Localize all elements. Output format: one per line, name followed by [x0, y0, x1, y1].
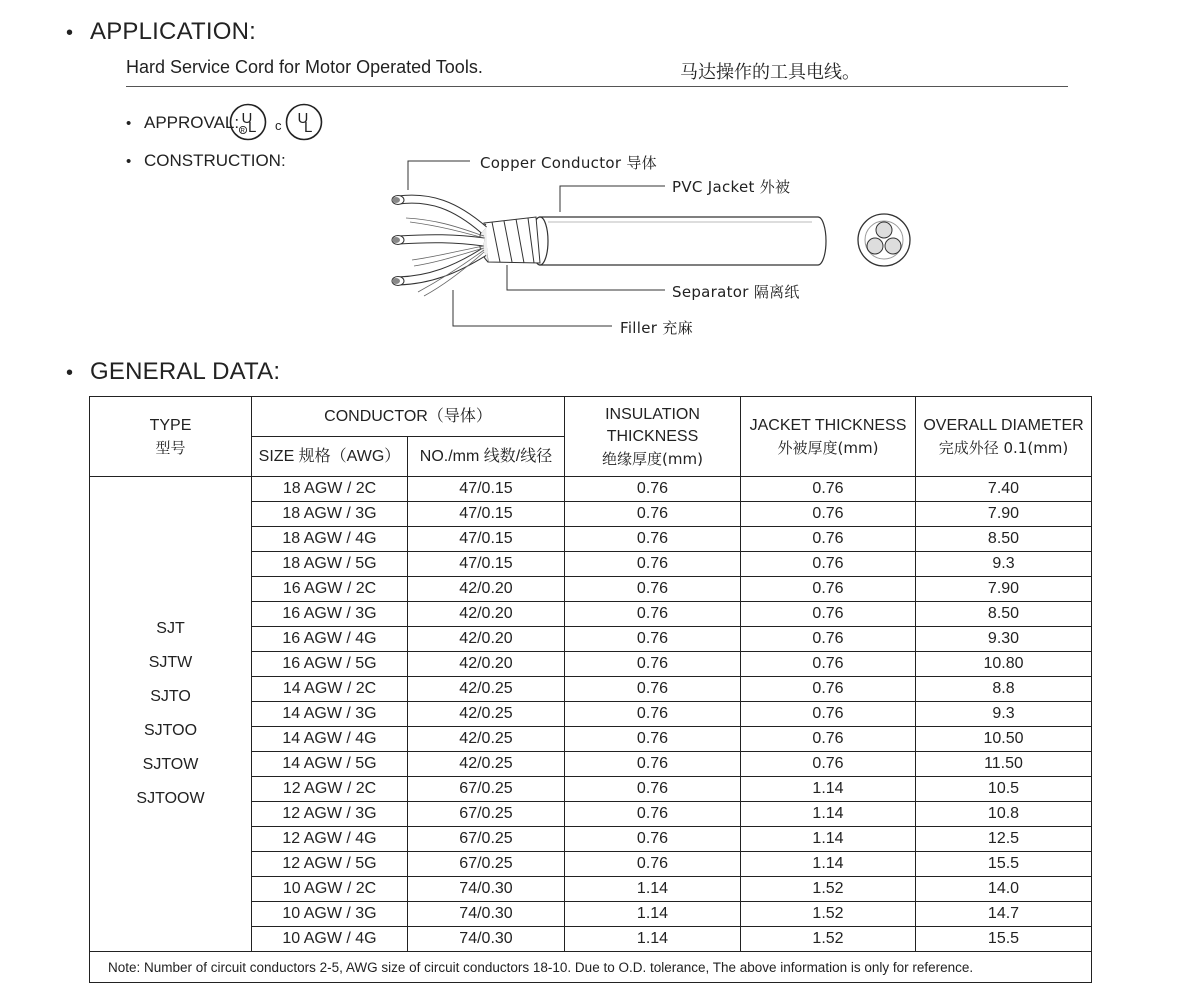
pvc-jacket-icon	[532, 217, 826, 265]
size-cell: 14 AGW / 3G	[252, 702, 408, 727]
insulation-cell: 0.76	[565, 527, 741, 552]
insulation-cell: 0.76	[565, 752, 741, 777]
diameter-cell: 8.8	[916, 677, 1092, 702]
diameter-cell: 7.90	[916, 502, 1092, 527]
callout-filler: Filler 充麻	[620, 319, 693, 337]
ul-letter-u: U	[297, 110, 309, 127]
callout-separator: Separator 隔离纸	[672, 283, 800, 301]
size-cell: 14 AGW / 5G	[252, 752, 408, 777]
application-text-chinese: 马达操作的工具电线。	[680, 62, 860, 83]
jacket-cell: 0.76	[741, 627, 916, 652]
diameter-cell: 10.8	[916, 802, 1092, 827]
size-cell: 10 AGW / 4G	[252, 927, 408, 952]
size-cell: 14 AGW / 2C	[252, 677, 408, 702]
bullet-icon: •	[66, 362, 74, 384]
type-cell	[90, 477, 252, 952]
insulation-cell: 0.76	[565, 477, 741, 502]
header-type-cn: 型号	[155, 438, 186, 457]
cable-cross-section-icon	[858, 214, 910, 266]
type-label: SJT	[156, 620, 185, 637]
diameter-cell: 10.80	[916, 652, 1092, 677]
insulation-cell: 0.76	[565, 727, 741, 752]
header-insulation-en: INSULATION THICKNESS	[605, 405, 700, 445]
size-cell: 12 AGW / 5G	[252, 852, 408, 877]
insulation-cell: 0.76	[565, 552, 741, 577]
jacket-cell: 1.52	[741, 927, 916, 952]
no-mm-cell: 67/0.25	[408, 777, 565, 802]
jacket-cell: 0.76	[741, 602, 916, 627]
diameter-cell: 14.0	[916, 877, 1092, 902]
insulation-cell: 1.14	[565, 902, 741, 927]
header-insulation-cn: 绝缘厚度(mm)	[602, 449, 703, 468]
callout-pvc-jacket: PVC Jacket 外被	[672, 178, 791, 196]
insulation-cell: 0.76	[565, 502, 741, 527]
jacket-cell: 0.76	[741, 727, 916, 752]
type-label: SJTOW	[142, 756, 199, 773]
no-mm-cell: 47/0.15	[408, 477, 565, 502]
application-text: Hard Service Cord for Motor Operated Tools.	[126, 57, 483, 77]
insulation-cell: 0.76	[565, 802, 741, 827]
insulation-cell: 0.76	[565, 852, 741, 877]
bullet-icon: •	[66, 22, 74, 44]
size-cell: 12 AGW / 4G	[252, 827, 408, 852]
table-body	[90, 477, 1092, 952]
diameter-cell: 9.3	[916, 552, 1092, 577]
ul-letter-l: L	[248, 119, 257, 136]
diameter-cell: 9.3	[916, 702, 1092, 727]
no-mm-cell: 74/0.30	[408, 902, 565, 927]
jacket-cell: 0.76	[741, 527, 916, 552]
cable-construction-diagram	[0, 0, 1200, 360]
insulation-cell: 0.76	[565, 627, 741, 652]
diameter-cell: 14.7	[916, 902, 1092, 927]
bullet-icon: •	[126, 115, 132, 132]
no-mm-cell: 47/0.15	[408, 502, 565, 527]
diameter-cell: 15.5	[916, 852, 1092, 877]
no-mm-cell: 42/0.20	[408, 652, 565, 677]
no-mm-cell: 42/0.25	[408, 702, 565, 727]
jacket-cell: 1.14	[741, 802, 916, 827]
general-data-heading-text: GENERAL DATA:	[90, 358, 281, 385]
size-cell: 16 AGW / 3G	[252, 602, 408, 627]
ul-letter-u: U	[241, 110, 253, 127]
size-cell: 14 AGW / 4G	[252, 727, 408, 752]
no-mm-cell: 74/0.30	[408, 877, 565, 902]
header-type-en: TYPE	[149, 416, 192, 434]
callout-copper-conductor: Copper Conductor 导体	[480, 154, 657, 172]
size-cell: 16 AGW / 5G	[252, 652, 408, 677]
size-cell: 18 AGW / 2C	[252, 477, 408, 502]
size-cell: 12 AGW / 2C	[252, 777, 408, 802]
registered-mark-icon: R	[240, 128, 245, 135]
diameter-cell: 10.5	[916, 777, 1092, 802]
jacket-cell: 1.52	[741, 877, 916, 902]
type-label: SJTOOW	[136, 790, 205, 807]
size-cell: 18 AGW / 3G	[252, 502, 408, 527]
jacket-cell: 0.76	[741, 477, 916, 502]
no-mm-cell: 42/0.25	[408, 727, 565, 752]
diameter-cell: 15.5	[916, 927, 1092, 952]
jacket-cell: 0.76	[741, 752, 916, 777]
size-cell: 10 AGW / 3G	[252, 902, 408, 927]
insulation-cell: 0.76	[565, 652, 741, 677]
insulation-cell: 0.76	[565, 777, 741, 802]
header-jacket-en: JACKET THICKNESS	[749, 416, 907, 434]
jacket-cell: 1.14	[741, 852, 916, 877]
no-mm-cell: 47/0.15	[408, 552, 565, 577]
jacket-cell: 0.76	[741, 677, 916, 702]
size-cell: 18 AGW / 5G	[252, 552, 408, 577]
no-mm-cell: 42/0.25	[408, 752, 565, 777]
jacket-cell: 0.76	[741, 577, 916, 602]
ul-letter-l: L	[304, 119, 313, 136]
jacket-cell: 0.76	[741, 652, 916, 677]
copper-conductor-icon	[392, 196, 484, 286]
bullet-icon: •	[126, 153, 132, 170]
size-cell: 12 AGW / 3G	[252, 802, 408, 827]
header-size: SIZE 规格（AWG）	[252, 437, 408, 477]
insulation-cell: 0.76	[565, 677, 741, 702]
jacket-cell: 1.14	[741, 827, 916, 852]
diameter-cell: 11.50	[916, 752, 1092, 777]
insulation-cell: 1.14	[565, 927, 741, 952]
header-diameter	[916, 397, 1092, 477]
diameter-cell: 7.40	[916, 477, 1092, 502]
no-mm-cell: 74/0.30	[408, 927, 565, 952]
general-data-table	[89, 396, 1092, 983]
insulation-cell: 0.76	[565, 602, 741, 627]
no-mm-cell: 42/0.25	[408, 677, 565, 702]
type-label: SJTW	[148, 654, 193, 671]
diameter-cell: 12.5	[916, 827, 1092, 852]
header-type	[90, 397, 252, 477]
insulation-cell: 1.14	[565, 877, 741, 902]
table-row	[90, 477, 1092, 502]
size-cell: 16 AGW / 4G	[252, 627, 408, 652]
header-insulation	[565, 397, 741, 477]
jacket-cell: 0.76	[741, 552, 916, 577]
no-mm-cell: 67/0.25	[408, 852, 565, 877]
diameter-cell: 8.50	[916, 602, 1092, 627]
no-mm-cell: 47/0.15	[408, 527, 565, 552]
jacket-cell: 0.76	[741, 502, 916, 527]
type-label: SJTO	[150, 688, 191, 705]
diameter-cell: 8.50	[916, 527, 1092, 552]
header-jacket	[741, 397, 916, 477]
jacket-cell: 1.52	[741, 902, 916, 927]
size-cell: 16 AGW / 2C	[252, 577, 408, 602]
construction-label: CONSTRUCTION:	[144, 151, 286, 170]
no-mm-cell: 67/0.25	[408, 827, 565, 852]
c-prefix: c	[275, 118, 282, 133]
insulation-cell: 0.76	[565, 827, 741, 852]
diameter-cell: 7.90	[916, 577, 1092, 602]
size-cell: 18 AGW / 4G	[252, 527, 408, 552]
diameter-cell: 10.50	[916, 727, 1092, 752]
no-mm-cell: 42/0.20	[408, 577, 565, 602]
diameter-cell: 9.30	[916, 627, 1092, 652]
header-diameter-cn: 完成外径 0.1(mm)	[938, 438, 1069, 457]
header-jacket-cn: 外被厚度(mm)	[777, 438, 879, 457]
approval-label: APPROVAL:	[144, 113, 240, 132]
type-label: SJTOO	[143, 722, 198, 739]
table-note: Note: Number of circuit conductors 2-5, AWG size of circuit conductors 18-10. Due to O.D. tolerance, The above information is only for reference.	[90, 952, 1092, 983]
no-mm-cell: 67/0.25	[408, 802, 565, 827]
no-mm-cell: 42/0.20	[408, 602, 565, 627]
header-no-mm: NO./mm 线数/线径	[408, 437, 565, 477]
insulation-cell: 0.76	[565, 702, 741, 727]
header-conductor: CONDUCTOR（导体）	[252, 397, 565, 437]
separator-tape-icon	[480, 217, 541, 263]
insulation-cell: 0.76	[565, 577, 741, 602]
application-heading-text: APPLICATION:	[90, 18, 256, 45]
header-diameter-en: OVERALL DIAMETER	[923, 416, 1084, 434]
no-mm-cell: 42/0.20	[408, 627, 565, 652]
jacket-cell: 1.14	[741, 777, 916, 802]
general-data-heading	[66, 358, 280, 386]
size-cell: 10 AGW / 2C	[252, 877, 408, 902]
jacket-cell: 0.76	[741, 702, 916, 727]
